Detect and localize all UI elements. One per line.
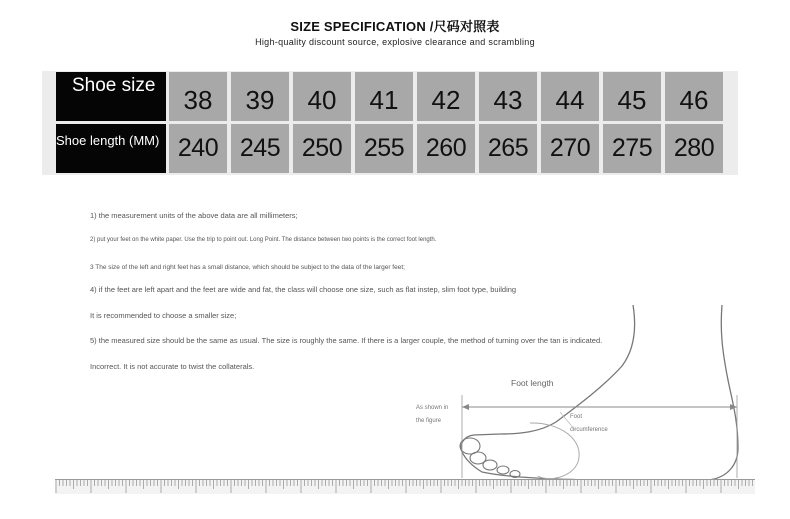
note-4: 4) if the feet are left apart and the feet are wide and fat, the class will choose one size, such as flat instep, slim foot type, building (90, 285, 517, 294)
foot-outline (461, 305, 738, 480)
length-cell: 270 (541, 124, 599, 173)
size-cell: 39 (231, 72, 289, 121)
foot-length-label: Foot length (511, 378, 554, 388)
shoe-size-label: Shoe size (72, 75, 156, 96)
size-cell: 40 (293, 72, 351, 121)
length-cell: 280 (665, 124, 723, 173)
note-5-continued: Incorrect. It is not accurate to twist the collaterals. (90, 362, 255, 371)
length-cell: 275 (603, 124, 661, 173)
shoe-length-label: Shoe length (MM) (56, 133, 160, 148)
size-cell: 42 (417, 72, 475, 121)
note-4-continued: It is recommended to choose a smaller size; (90, 311, 237, 320)
note-1: 1) the measurement units of the above data are all millimeters; (90, 211, 298, 220)
note-2: 2) put your feet on the white paper. Use the trip to point out. Long Point. The distance between two points is the correct foot length. (90, 237, 437, 243)
arrow-left-icon (462, 404, 469, 410)
ruler-base (55, 479, 755, 494)
length-cell: 255 (355, 124, 413, 173)
length-cell: 250 (293, 124, 351, 173)
ruler (55, 479, 755, 495)
size-cell: 41 (355, 72, 413, 121)
length-cell: 260 (417, 124, 475, 173)
note-3: 3 The size of the left and right feet has a small distance, which should be subject to the data of the larger feet; (90, 264, 405, 271)
page-subtitle: High-quality discount source, explosive clearance and scrambling (255, 37, 535, 47)
page-title: SIZE SPECIFICATION /尺码对照表 (290, 19, 500, 34)
size-cell: 43 (479, 72, 537, 121)
as-shown-label-1: As shown in (416, 405, 449, 411)
size-cell: 38 (169, 72, 227, 121)
foot-circumference-label-1: Foot (570, 414, 583, 420)
note-5: 5) the measured size should be the same as usual. The size is roughly the same. If there is a larger couple, the method of turning over the tan is indicated. (90, 336, 603, 345)
size-cell: 45 (603, 72, 661, 121)
foot-circumference-label-2: circumference (570, 427, 608, 433)
length-cell: 245 (231, 124, 289, 173)
toes-icon (460, 438, 520, 478)
size-cell: 44 (541, 72, 599, 121)
as-shown-label-2: the figure (416, 418, 442, 424)
length-cell: 265 (479, 124, 537, 173)
size-cell: 46 (665, 72, 723, 121)
length-cell: 240 (169, 124, 227, 173)
